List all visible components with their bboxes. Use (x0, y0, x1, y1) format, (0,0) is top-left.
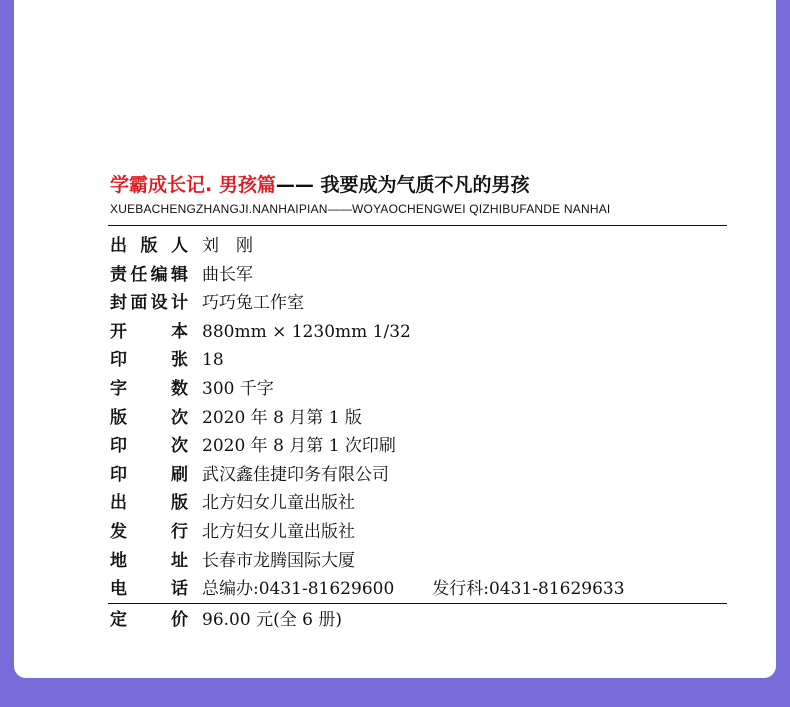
top-divider (108, 225, 727, 226)
imprint-value: 300 千字 (202, 378, 274, 399)
imprint-row-publisher (110, 232, 625, 261)
imprint-row-word-count (110, 375, 625, 404)
imprint-value: 巧巧兔工作室 (202, 293, 304, 314)
imprint-value: 武汉鑫佳捷印务有限公司 (202, 464, 389, 485)
imprint-value: 刘 刚 (202, 236, 253, 256)
imprint-value: 18 (202, 350, 224, 371)
imprint-label: 定价 (110, 609, 188, 630)
imprint-value: 2020 年 8 月第 1 次印刷 (202, 436, 396, 457)
imprint-value: 长春市龙腾国际大厦 (202, 550, 355, 571)
imprint-label: 出版人 (110, 236, 188, 256)
imprint-row-format (110, 318, 625, 347)
imprint-label: 封面设计 (110, 293, 188, 314)
imprint-label: 责任编辑 (110, 264, 188, 285)
imprint-value: 总编办:0431-81629600 (202, 579, 395, 600)
imprint-value: 北方妇女儿童出版社 (202, 493, 355, 514)
imprint-label: 开本 (110, 321, 188, 342)
imprint-value: 北方妇女儿童出版社 (202, 521, 355, 542)
imprint-value: 2020 年 8 月第 1 版 (202, 407, 362, 428)
imprint-label: 字数 (110, 378, 188, 399)
imprint-row-edition (110, 404, 625, 433)
imprint-row-sheets (110, 346, 625, 375)
copyright-page (14, 0, 776, 678)
imprint-label: 电话 (110, 579, 188, 600)
imprint-label: 出版 (110, 493, 188, 514)
imprint-row-editor (110, 261, 625, 290)
imprint-label: 地址 (110, 550, 188, 571)
imprint-row-phone (110, 575, 625, 604)
imprint-row-cover-design (110, 289, 625, 318)
book-title-main: 学霸成长记. 男孩篇 (110, 174, 276, 196)
imprint-label: 印张 (110, 350, 188, 371)
book-title-sub: —— 我要成为气质不凡的男孩 (275, 174, 530, 196)
imprint-row-publishing-house (110, 489, 625, 518)
imprint-row-address (110, 547, 625, 576)
imprint-label: 发行 (110, 521, 188, 542)
imprint-row-distributor (110, 518, 625, 547)
imprint-label: 版次 (110, 407, 188, 428)
book-title (110, 170, 529, 197)
imprint-row-printer (110, 461, 625, 490)
bottom-divider (108, 603, 727, 604)
imprint-label: 印刷 (110, 464, 188, 485)
imprint-value-secondary: 发行科:0431-81629633 (432, 579, 625, 600)
imprint-value: 曲长军 (202, 264, 253, 285)
imprint-row-printing (110, 432, 625, 461)
imprint-value: 880mm × 1230mm 1/32 (202, 321, 411, 342)
book-title-pinyin: XUEBACHENGZHANGJI.NANHAIPIAN——WOYAOCHENGWEI QIZHIBUFANDE NANHAI (110, 202, 611, 216)
imprint-row-price (110, 606, 625, 635)
imprint-label: 印次 (110, 436, 188, 457)
imprint-list (110, 232, 625, 634)
imprint-value: 96.00 元(全 6 册) (202, 609, 342, 630)
